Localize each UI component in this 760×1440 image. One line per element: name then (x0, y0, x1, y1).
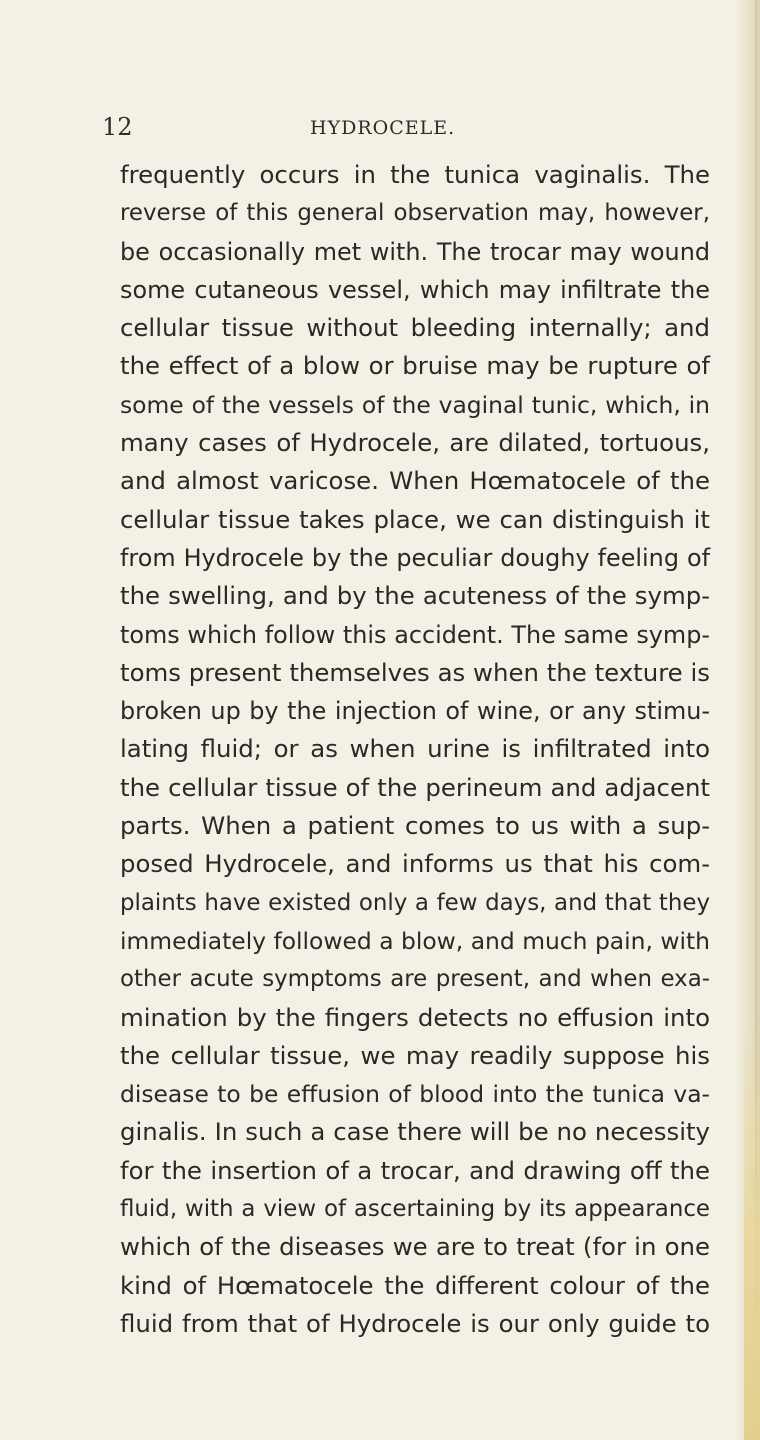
text-line: parts. When a patient comes to us with a sup- (120, 811, 710, 841)
body-text (120, 156, 710, 1343)
text-line: some of the vessels of the vaginal tunic, which, in (120, 390, 710, 419)
text-line: other acute symptoms are present, and when exa- (120, 966, 710, 993)
text-line: lating fluid; or as when urine is infiltrated into (120, 734, 710, 764)
text-line: which of the diseases we are to treat (for in one (120, 1232, 710, 1262)
running-head: HYDROCELE. (310, 117, 456, 139)
text-line: the swelling, and by the acuteness of the symp- (120, 581, 710, 611)
text-line: cellular tissue without bleeding internally; and (120, 313, 710, 343)
text-line: mination by the fingers detects no effusion into (120, 1002, 710, 1032)
text-line: the cellular tissue of the perineum and adjacent (120, 772, 710, 802)
text-line: the cellular tissue, we may readily suppose his (120, 1040, 710, 1070)
page-number: 12 (102, 113, 133, 141)
text-line: reverse of this general observation may, however, (120, 200, 710, 227)
text-line: disease to be effusion of blood into the tunica va- (120, 1080, 710, 1109)
text-line: frequently occurs in the tunica vaginalis. The (120, 160, 710, 189)
text-line: ginalis. In such a case there will be no necessity (120, 1117, 710, 1147)
page-header (102, 112, 692, 142)
text-line: the effect of a blow or bruise may be rupture of (120, 351, 710, 381)
text-line: broken up by the injection of wine, or any stimu- (120, 697, 710, 726)
text-line: be occasionally met with. The trocar may wound (120, 237, 710, 266)
text-line: many cases of Hydrocele, are dilated, tortuous, (120, 428, 710, 458)
text-line: cellular tissue takes place, we can distinguish it (120, 504, 710, 534)
text-line: toms which follow this accident. The same symp- (120, 620, 710, 649)
text-line: fluid from that of Hydrocele is our only guide to (120, 1308, 710, 1338)
text-line: posed Hydrocele, and informs us that his com- (120, 849, 710, 879)
text-line: some cutaneous vessel, which may infiltrate the (120, 275, 710, 304)
text-line: plaints have existed only a few days, and that they (120, 889, 710, 916)
text-line: immediately followed a blow, and much pain, with (120, 926, 710, 955)
text-line: kind of Hœmatocele the different colour of the (120, 1270, 710, 1300)
text-line: toms present themselves as when the texture is (120, 657, 710, 687)
page-edge-stain (744, 1020, 760, 1440)
text-line: for the insertion of a trocar, and drawing off the (120, 1155, 710, 1185)
text-line: fluid, with a view of ascertaining by its appearance (120, 1196, 710, 1223)
text-line: and almost varicose. When Hœmatocele of the (120, 466, 710, 496)
text-line: from Hydrocele by the peculiar doughy feeling of (120, 543, 710, 572)
